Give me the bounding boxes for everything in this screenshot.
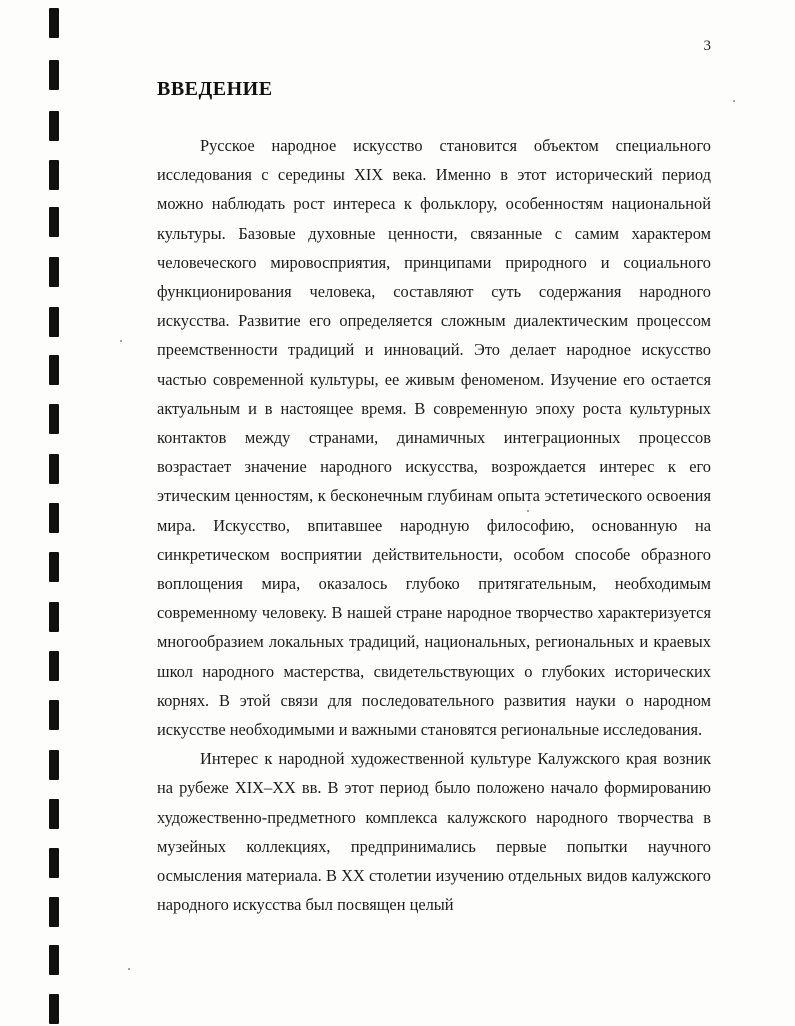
binding-mark <box>49 454 59 484</box>
binding-mark <box>49 307 59 337</box>
binding-mark <box>49 257 59 287</box>
scan-speck <box>527 510 529 512</box>
binding-mark <box>49 848 59 878</box>
binding-mark <box>49 8 59 38</box>
paragraph: Русское народное искусство становится объектом специального исследования с середины XIX века. Именно в этот исторический период можно наблюдать рост интереса к фольклору, особенностям национальной культуры. Базовые духовные ценности, связанные с самим характером человеческого мировосприятия, принципами природного и социального функционирования человека, составляют суть содержания народного искусства. Развитие его определяется сложным диалектическим процессом преемственности традиций и инноваций. Это делает народное искусство частью современной культуры, ее живым феноменом. Изучение его остается актуальным и в настоящее время. В современную эпоху роста культурных контактов между странами, динамичных интеграционных процессов возрастает значение народного искусства, возрождается интерес к его этическим ценностям, к бесконечным глубинам опыта эстетического освоения мира. Искусство, впитавшее народную философию, основанную на синкретическом восприятии действительности, особом способе образного воплощения мира, оказалось глубоко притягательным, необходимым современному человеку. В нашей стране народное творчество характеризуется многообразием локальных традиций, национальных, региональных и краевых школ народного мастерства, свидетельствующих о глубоких исторических корнях. В этой связи для последовательного развития науки о народном искусстве необходимыми и важными становятся региональные исследования. <box>157 136 711 740</box>
section-heading: ВВЕДЕНИЕ <box>157 78 273 100</box>
binding-mark <box>49 552 59 582</box>
scan-speck <box>120 340 122 342</box>
body-text <box>157 131 711 919</box>
binding-mark <box>49 602 59 632</box>
binding-mark <box>49 160 59 190</box>
paragraph: Интерес к народной художественной культуре Калужского края возник на рубеже XIX–XX вв. В этот период было положено начало формированию художественно-предметного комплекса калужского народного творчества в музейных коллекциях, предпринимались первые попытки научного осмысления материала. В XX столетии изучению отдельных видов калужского народного искусства был посвящен целый <box>157 749 711 915</box>
scan-speck <box>733 100 735 102</box>
binding-mark <box>49 799 59 829</box>
binding-mark <box>49 945 59 975</box>
scan-speck <box>128 968 130 970</box>
binding-mark <box>49 897 59 927</box>
binding-mark <box>49 111 59 141</box>
binding-mark <box>49 355 59 385</box>
binding-mark <box>49 994 59 1024</box>
binding-mark <box>49 700 59 730</box>
binding-marks <box>49 0 61 1026</box>
page-number: 3 <box>703 38 711 54</box>
binding-mark <box>49 60 59 90</box>
binding-mark <box>49 651 59 681</box>
binding-mark <box>49 207 59 237</box>
binding-mark <box>49 750 59 780</box>
binding-mark <box>49 503 59 533</box>
binding-mark <box>49 404 59 434</box>
